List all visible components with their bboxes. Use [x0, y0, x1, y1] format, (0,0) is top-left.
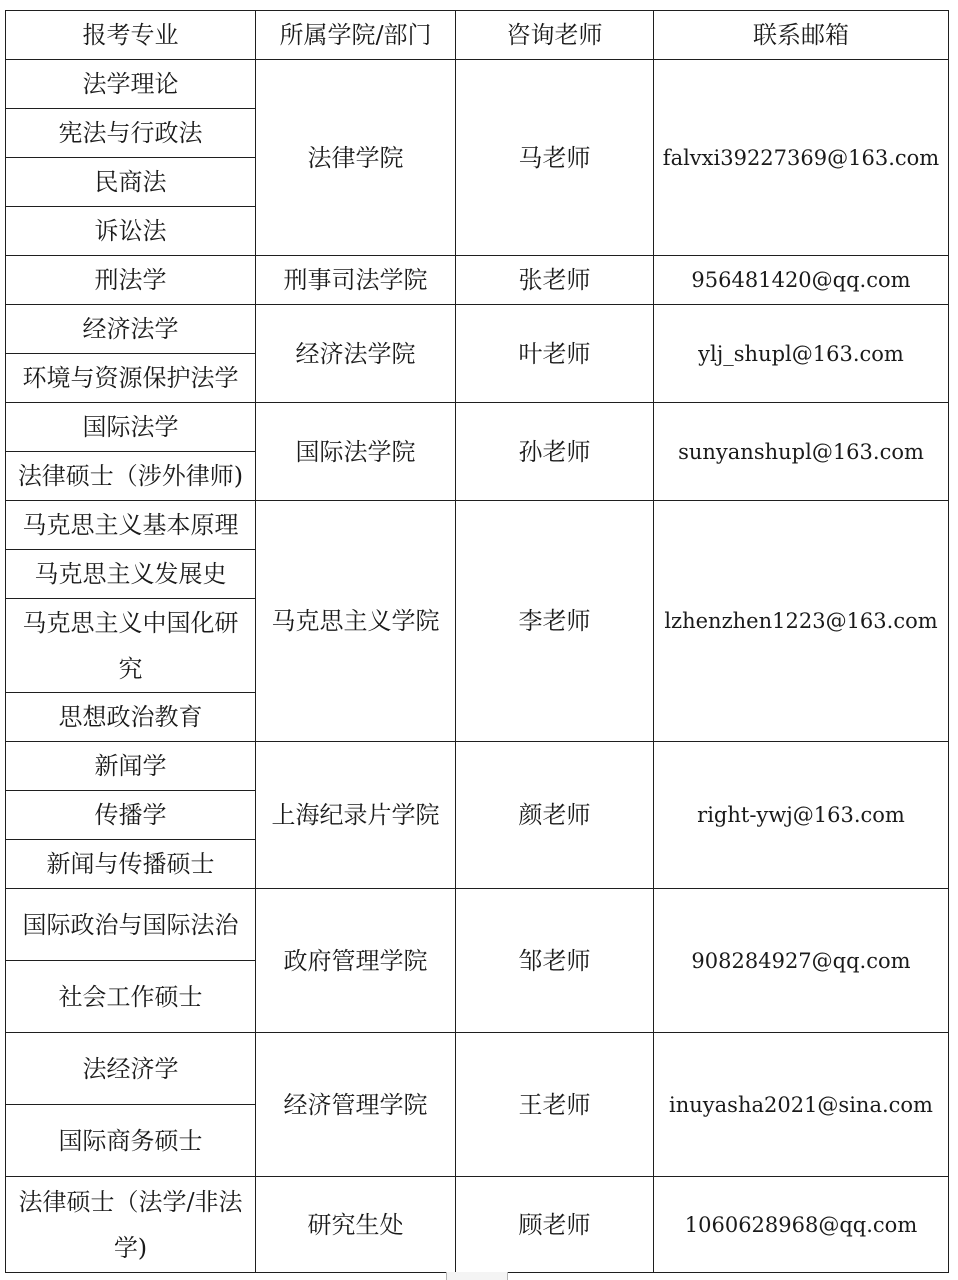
major-cell: 传播学	[6, 791, 256, 840]
major-cell: 马克思主义基本原理	[6, 501, 256, 550]
table-row	[6, 742, 949, 791]
table-row	[6, 889, 949, 961]
email-cell: ylj_shupl@163.com	[654, 305, 949, 403]
table-row	[6, 501, 949, 550]
major-cell: 法律硕士（法学/非法学)	[6, 1177, 256, 1273]
table-row	[6, 1033, 949, 1105]
college-cell: 政府管理学院	[256, 889, 456, 1033]
contact-table	[5, 10, 949, 1273]
email-cell: 956481420@qq.com	[654, 256, 949, 305]
college-cell: 经济管理学院	[256, 1033, 456, 1177]
email-cell: 908284927@qq.com	[654, 889, 949, 1033]
teacher-cell: 孙老师	[456, 403, 654, 501]
major-cell: 国际商务硕士	[6, 1105, 256, 1177]
major-cell: 马克思主义中国化研究	[6, 599, 256, 693]
major-cell: 民商法	[6, 158, 256, 207]
page-edge-tab	[446, 1272, 508, 1280]
major-cell: 诉讼法	[6, 207, 256, 256]
teacher-cell: 顾老师	[456, 1177, 654, 1273]
major-cell: 国际法学	[6, 403, 256, 452]
email-cell: lzhenzhen1223@163.com	[654, 501, 949, 742]
teacher-cell: 李老师	[456, 501, 654, 742]
major-cell: 思想政治教育	[6, 693, 256, 742]
major-cell: 法学理论	[6, 60, 256, 109]
table-row	[6, 256, 949, 305]
table-row	[6, 403, 949, 452]
major-cell: 国际政治与国际法治	[6, 889, 256, 961]
teacher-cell: 张老师	[456, 256, 654, 305]
college-cell: 马克思主义学院	[256, 501, 456, 742]
table-row	[6, 1177, 949, 1273]
major-cell: 法律硕士（涉外律师)	[6, 452, 256, 501]
college-cell: 研究生处	[256, 1177, 456, 1273]
header-row	[6, 11, 949, 60]
teacher-cell: 颜老师	[456, 742, 654, 889]
major-cell: 环境与资源保护法学	[6, 354, 256, 403]
email-cell: 1060628968@qq.com	[654, 1177, 949, 1273]
email-cell: falvxi39227369@163.com	[654, 60, 949, 256]
teacher-cell: 王老师	[456, 1033, 654, 1177]
email-cell: right-ywj@163.com	[654, 742, 949, 889]
college-cell: 国际法学院	[256, 403, 456, 501]
major-cell: 社会工作硕士	[6, 961, 256, 1033]
header-major: 报考专业	[6, 11, 256, 60]
major-cell: 刑法学	[6, 256, 256, 305]
teacher-cell: 邹老师	[456, 889, 654, 1033]
major-cell: 法经济学	[6, 1033, 256, 1105]
college-cell: 上海纪录片学院	[256, 742, 456, 889]
major-cell: 宪法与行政法	[6, 109, 256, 158]
email-cell: sunyanshupl@163.com	[654, 403, 949, 501]
header-college: 所属学院/部门	[256, 11, 456, 60]
major-cell: 新闻与传播硕士	[6, 840, 256, 889]
college-cell: 法律学院	[256, 60, 456, 256]
college-cell: 刑事司法学院	[256, 256, 456, 305]
major-cell: 经济法学	[6, 305, 256, 354]
college-cell: 经济法学院	[256, 305, 456, 403]
major-cell: 马克思主义发展史	[6, 550, 256, 599]
teacher-cell: 马老师	[456, 60, 654, 256]
table-row	[6, 305, 949, 354]
email-cell: inuyasha2021@sina.com	[654, 1033, 949, 1177]
major-cell: 新闻学	[6, 742, 256, 791]
header-teacher: 咨询老师	[456, 11, 654, 60]
teacher-cell: 叶老师	[456, 305, 654, 403]
header-email: 联系邮箱	[654, 11, 949, 60]
table-row	[6, 60, 949, 109]
